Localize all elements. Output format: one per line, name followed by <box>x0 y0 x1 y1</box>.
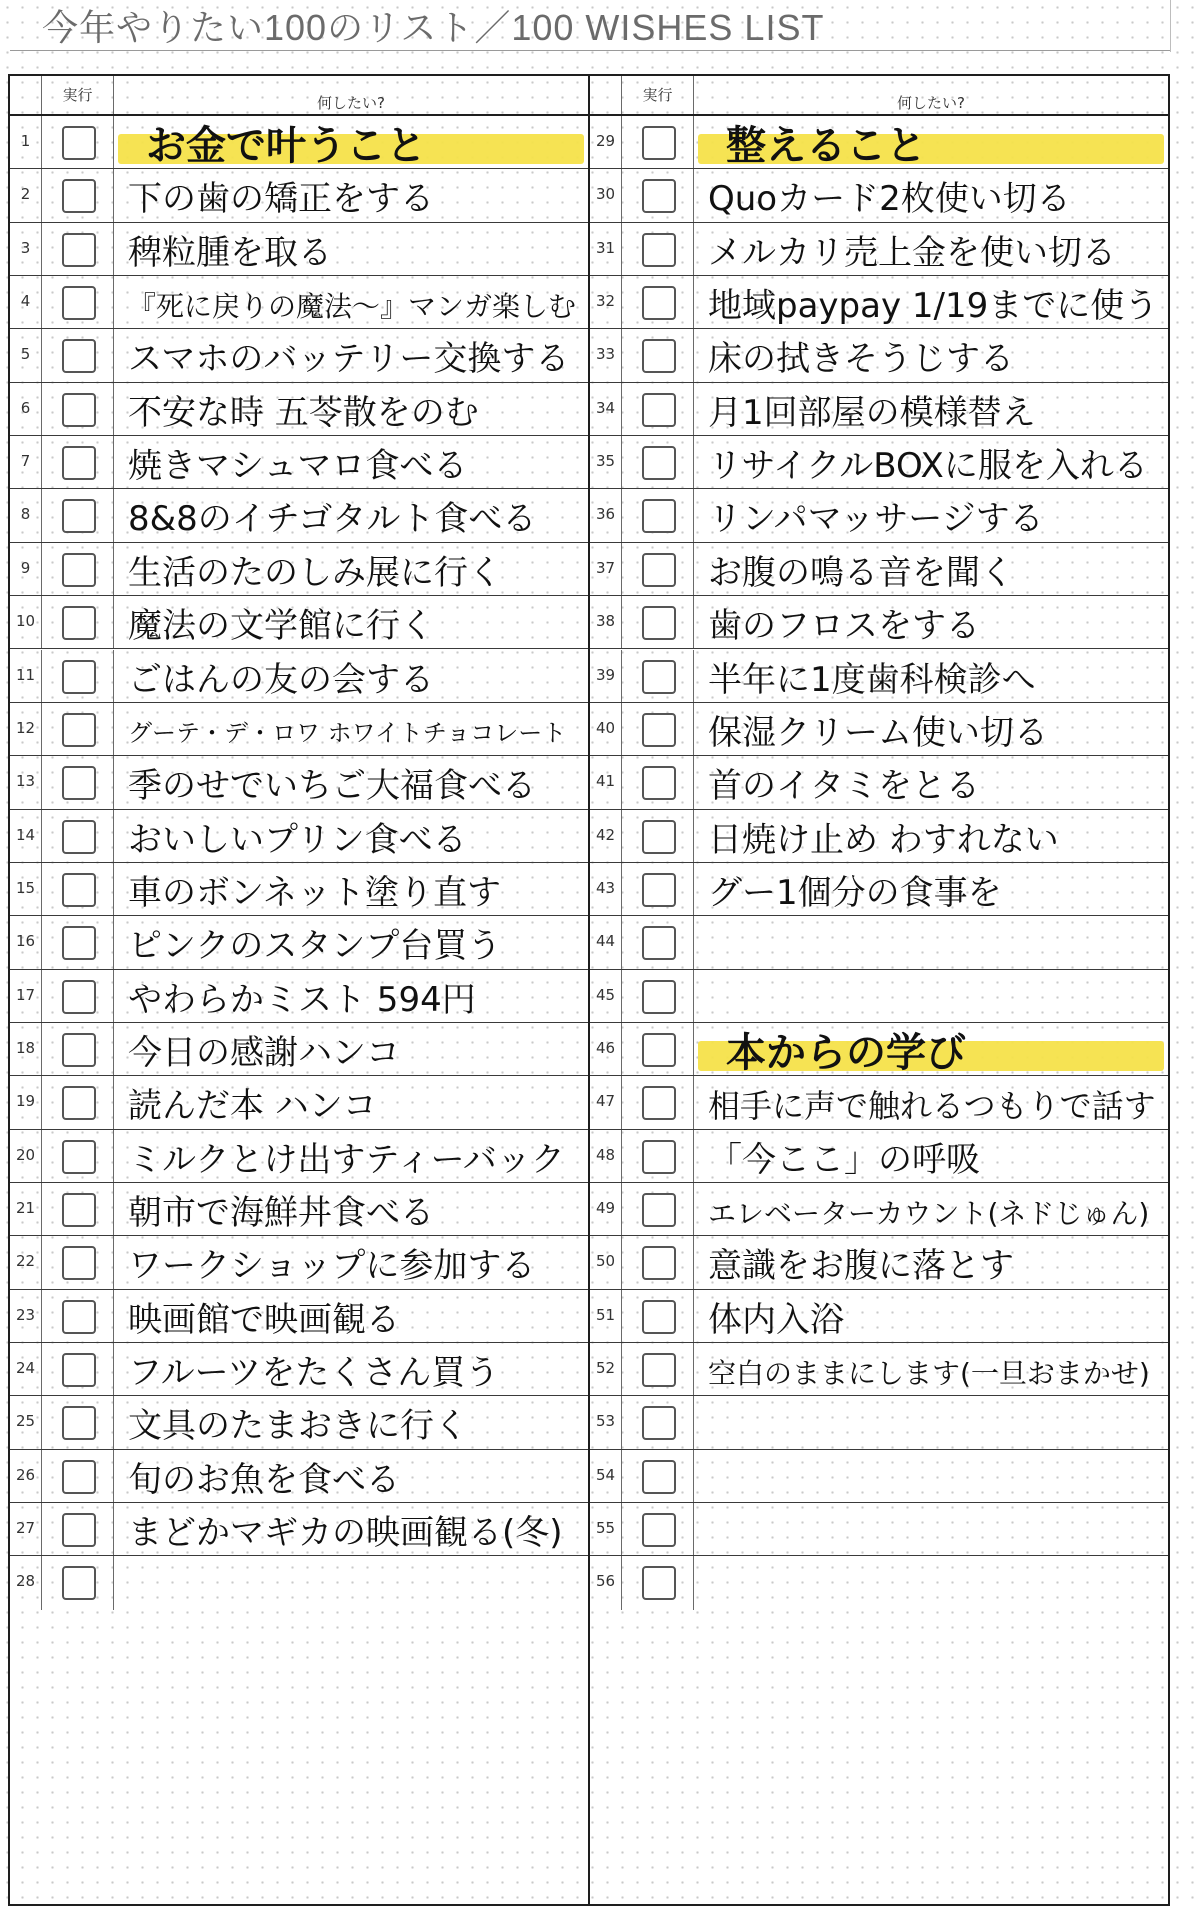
list-item <box>10 436 588 489</box>
done-cell <box>42 1290 114 1342</box>
list-item <box>10 276 588 329</box>
list-item <box>590 1130 1168 1183</box>
wish-text: グー1個分の食事を <box>708 872 1002 913</box>
wish-text: リサイクルBOXに服を入れる <box>708 446 1148 487</box>
done-cell <box>622 916 694 968</box>
done-cell <box>622 329 694 381</box>
list-item <box>590 276 1168 329</box>
category-heading: 整えること <box>726 123 926 169</box>
done-checkbox[interactable] <box>62 446 96 480</box>
done-checkbox[interactable] <box>62 1140 96 1174</box>
done-cell <box>622 436 694 488</box>
item-number: 48 <box>590 1130 622 1182</box>
list-item <box>590 1236 1168 1289</box>
list-item <box>10 863 588 916</box>
category-row <box>590 1023 1168 1076</box>
list-item <box>10 223 588 276</box>
wish-list-table <box>8 74 1170 1906</box>
item-number: 26 <box>10 1450 42 1502</box>
done-checkbox[interactable] <box>62 1460 96 1494</box>
done-cell <box>622 223 694 275</box>
done-cell <box>42 1450 114 1502</box>
done-cell <box>622 863 694 915</box>
list-item <box>590 596 1168 649</box>
wish-text <box>708 970 1162 1022</box>
done-cell <box>622 169 694 221</box>
done-cell <box>622 116 694 168</box>
done-cell <box>42 1130 114 1182</box>
done-checkbox[interactable] <box>642 1086 676 1120</box>
done-cell <box>622 756 694 808</box>
done-checkbox[interactable] <box>62 1513 96 1547</box>
done-cell <box>42 329 114 381</box>
wish-text: 朝市で海鮮丼食べる <box>128 1193 434 1233</box>
done-cell <box>42 1556 114 1609</box>
wish-text: 車のボンネット塗り直す <box>128 872 501 913</box>
item-number: 22 <box>10 1236 42 1288</box>
left-column-header <box>10 76 588 116</box>
done-checkbox[interactable] <box>62 1033 96 1067</box>
item-number: 35 <box>590 436 622 488</box>
margin-rule <box>1170 0 1171 52</box>
done-cell <box>622 810 694 862</box>
item-number: 51 <box>590 1290 622 1342</box>
done-cell <box>622 1503 694 1555</box>
wish-text: 下の歯の矯正をする <box>128 179 434 220</box>
item-number: 28 <box>10 1556 42 1609</box>
item-number: 31 <box>590 223 622 275</box>
wish-text: 半年に1度歯科検診へ <box>708 659 1036 700</box>
list-item <box>590 329 1168 382</box>
done-checkbox[interactable] <box>642 1353 676 1387</box>
done-checkbox[interactable] <box>642 393 676 427</box>
number-header <box>590 76 622 114</box>
wish-text: 不安な時 五苓散をのむ <box>128 392 479 433</box>
done-cell <box>42 489 114 541</box>
done-cell <box>42 916 114 968</box>
wish-text: 今日の感謝ハンコ <box>128 1032 400 1073</box>
done-cell <box>42 703 114 755</box>
item-number: 3 <box>10 223 42 275</box>
item-number: 27 <box>10 1503 42 1555</box>
item-number: 46 <box>590 1023 622 1075</box>
wish-text: 保湿クリーム使い切る <box>708 712 1048 753</box>
done-checkbox[interactable] <box>642 1460 676 1494</box>
list-item <box>590 1183 1168 1236</box>
wish-text: 8&8のイチゴタルト食べる <box>128 499 537 540</box>
done-cell <box>622 1556 694 1609</box>
list-item <box>10 1183 588 1236</box>
wish-text <box>708 916 1162 968</box>
item-number: 43 <box>590 863 622 915</box>
done-checkbox[interactable] <box>642 553 676 587</box>
wish-text: やわらかミスト 594円 <box>128 979 476 1020</box>
done-cell <box>42 1396 114 1448</box>
wish-text: ピンクのスタンプ台買う <box>128 926 502 967</box>
list-item <box>590 1503 1168 1556</box>
list-item <box>590 383 1168 436</box>
done-checkbox[interactable] <box>642 873 676 907</box>
list-item <box>590 169 1168 222</box>
wish-text: ごはんの友の会する <box>128 659 434 700</box>
done-cell <box>622 596 694 648</box>
wish-text: 地域paypay 1/19までに使う <box>708 286 1159 327</box>
item-number: 17 <box>10 970 42 1022</box>
wish-text: 映画館で映画観る <box>128 1299 400 1340</box>
done-checkbox[interactable] <box>62 1193 96 1227</box>
done-cell <box>622 383 694 435</box>
done-checkbox[interactable] <box>62 179 96 213</box>
item-number: 1 <box>10 116 42 168</box>
done-checkbox[interactable] <box>62 1300 96 1334</box>
wish-text <box>128 1556 582 1609</box>
wish-text <box>708 1450 1162 1502</box>
list-item <box>10 810 588 863</box>
wish-text: 『死に戻りの魔法〜』マンガ楽しむ <box>128 290 577 324</box>
item-number: 55 <box>590 1503 622 1555</box>
done-cell <box>622 1130 694 1182</box>
done-checkbox[interactable] <box>62 339 96 373</box>
done-checkbox[interactable] <box>642 1140 676 1174</box>
done-checkbox[interactable] <box>62 286 96 320</box>
item-number: 6 <box>10 383 42 435</box>
done-checkbox[interactable] <box>642 1566 676 1600</box>
done-checkbox[interactable] <box>642 606 676 640</box>
item-number: 56 <box>590 1556 622 1609</box>
done-checkbox[interactable] <box>62 1406 96 1440</box>
done-checkbox[interactable] <box>642 1406 676 1440</box>
list-item <box>590 1396 1168 1449</box>
done-checkbox[interactable] <box>62 980 96 1014</box>
done-checkbox[interactable] <box>62 606 96 640</box>
done-cell <box>42 1503 114 1555</box>
list-item <box>590 223 1168 276</box>
wish-text: 意識をお腹に落とす <box>708 1246 1014 1287</box>
list-item <box>10 1396 588 1449</box>
list-item <box>590 863 1168 916</box>
wish-text: 首のイタミをとる <box>708 766 980 807</box>
done-checkbox[interactable] <box>62 126 96 160</box>
item-number: 54 <box>590 1450 622 1502</box>
done-cell <box>622 1023 694 1075</box>
done-checkbox[interactable] <box>642 446 676 480</box>
item-number: 30 <box>590 169 622 221</box>
list-item <box>10 383 588 436</box>
list-item <box>10 703 588 756</box>
list-item <box>590 916 1168 969</box>
list-item <box>10 1450 588 1503</box>
page-title: 今年やりたい100のリスト／100 WISHES LIST <box>42 7 825 48</box>
done-checkbox[interactable] <box>62 713 96 747</box>
list-item <box>10 1130 588 1183</box>
item-number: 49 <box>590 1183 622 1235</box>
done-cell <box>622 1236 694 1288</box>
wish-text: エレベーターカウント(ネドじゅん) <box>708 1197 1150 1230</box>
done-checkbox[interactable] <box>62 873 96 907</box>
wish-text: リンパマッサージする <box>708 499 1044 540</box>
done-cell <box>42 1023 114 1075</box>
list-item <box>590 1450 1168 1503</box>
item-number: 40 <box>590 703 622 755</box>
wish-text: 生活のたのしみ展に行く <box>128 552 502 593</box>
list-item <box>590 810 1168 863</box>
item-number: 19 <box>10 1076 42 1128</box>
done-checkbox[interactable] <box>62 1353 96 1387</box>
done-checkbox[interactable] <box>62 1086 96 1120</box>
list-item <box>590 1343 1168 1396</box>
list-item <box>10 596 588 649</box>
item-number: 11 <box>10 650 42 702</box>
done-cell <box>622 1183 694 1235</box>
done-checkbox[interactable] <box>62 1246 96 1280</box>
wish-text: 相手に声で触れるつもりで話す <box>708 1087 1156 1126</box>
done-cell <box>42 970 114 1022</box>
item-number: 7 <box>10 436 42 488</box>
wish-text: 稗粒腫を取る <box>128 232 332 273</box>
item-number: 24 <box>10 1343 42 1395</box>
done-checkbox[interactable] <box>642 1193 676 1227</box>
item-number: 23 <box>10 1290 42 1342</box>
done-cell <box>622 970 694 1022</box>
done-checkbox[interactable] <box>642 1246 676 1280</box>
done-cell <box>42 1343 114 1395</box>
wish-text <box>708 1396 1162 1448</box>
done-cell <box>42 810 114 862</box>
item-number: 16 <box>10 916 42 968</box>
done-cell <box>42 223 114 275</box>
done-checkbox[interactable] <box>642 926 676 960</box>
list-item <box>590 1076 1168 1129</box>
item-number: 39 <box>590 650 622 702</box>
done-checkbox[interactable] <box>62 393 96 427</box>
wish-text: ワークショップに参加する <box>128 1246 536 1287</box>
done-checkbox[interactable] <box>642 766 676 800</box>
list-item <box>590 756 1168 809</box>
wish-text: 文具のたまおきに行く <box>128 1406 468 1447</box>
list-item <box>10 1236 588 1289</box>
item-number: 5 <box>10 329 42 381</box>
item-number: 4 <box>10 276 42 328</box>
wish-text: 読んだ本 ハンコ <box>128 1086 377 1127</box>
done-cell <box>42 543 114 595</box>
list-item <box>10 1023 588 1076</box>
item-number: 2 <box>10 169 42 221</box>
done-checkbox[interactable] <box>642 660 676 694</box>
done-checkbox[interactable] <box>642 179 676 213</box>
done-cell <box>42 436 114 488</box>
list-item <box>10 756 588 809</box>
item-number: 41 <box>590 756 622 808</box>
list-item <box>590 1290 1168 1343</box>
item-number: 9 <box>10 543 42 595</box>
item-number: 47 <box>590 1076 622 1128</box>
list-item <box>10 489 588 542</box>
wish-text: 体内入浴 <box>708 1299 844 1340</box>
wish-text: おいしいプリン食べる <box>128 819 467 860</box>
wish-text: まどかマギカの映画観る(冬) <box>128 1513 563 1554</box>
done-checkbox[interactable] <box>642 286 676 320</box>
done-cell <box>622 1290 694 1342</box>
item-number: 34 <box>590 383 622 435</box>
number-header <box>10 76 42 114</box>
item-number: 14 <box>10 810 42 862</box>
done-header: 実行 <box>622 76 694 114</box>
done-checkbox[interactable] <box>642 499 676 533</box>
done-cell <box>42 756 114 808</box>
item-number: 13 <box>10 756 42 808</box>
list-item <box>10 1290 588 1343</box>
wish-text: お腹の鳴る音を聞く <box>708 552 1014 593</box>
item-number: 44 <box>590 916 622 968</box>
list-item <box>10 650 588 703</box>
done-checkbox[interactable] <box>62 926 96 960</box>
done-header: 実行 <box>42 76 114 114</box>
list-item <box>10 970 588 1023</box>
list-item <box>10 1076 588 1129</box>
list-item <box>10 1503 588 1556</box>
right-column-header <box>590 76 1168 116</box>
item-number: 15 <box>10 863 42 915</box>
wish-text: 魔法の文学館に行く <box>128 606 434 647</box>
done-cell <box>42 650 114 702</box>
done-cell <box>622 1450 694 1502</box>
done-checkbox[interactable] <box>62 766 96 800</box>
right-column <box>588 76 1168 1904</box>
item-number: 36 <box>590 489 622 541</box>
item-number: 45 <box>590 970 622 1022</box>
done-checkbox[interactable] <box>62 660 96 694</box>
done-checkbox[interactable] <box>62 553 96 587</box>
done-cell <box>42 383 114 435</box>
done-cell <box>622 276 694 328</box>
done-cell <box>622 1076 694 1128</box>
done-checkbox[interactable] <box>642 1300 676 1334</box>
done-checkbox[interactable] <box>642 713 676 747</box>
wish-text: スマホのバッテリー交換する <box>128 339 570 380</box>
item-number: 42 <box>590 810 622 862</box>
done-cell <box>622 1343 694 1395</box>
wish-text: フルーツをたくさん買う <box>128 1353 500 1394</box>
wish-text: グーテ・デ・ロワ ホワイトチョコレート <box>128 718 567 747</box>
what-header: 何したい? <box>317 94 385 112</box>
title-rule <box>10 50 1170 51</box>
wish-text: 季のせでいちご大福食べる <box>128 766 536 807</box>
done-cell <box>622 703 694 755</box>
done-cell <box>42 863 114 915</box>
done-checkbox[interactable] <box>642 126 676 160</box>
item-number: 20 <box>10 1130 42 1182</box>
wish-text: 床の拭きそうじする <box>708 339 1014 380</box>
done-checkbox[interactable] <box>642 820 676 854</box>
list-item <box>590 489 1168 542</box>
list-item <box>10 1343 588 1396</box>
done-cell <box>42 596 114 648</box>
wish-text: 日焼け止め わすれない <box>708 819 1059 860</box>
done-cell <box>622 489 694 541</box>
wish-text: 月1回部屋の模様替え <box>708 392 1036 433</box>
list-item <box>10 543 588 596</box>
list-item <box>590 650 1168 703</box>
done-cell <box>42 116 114 168</box>
done-checkbox[interactable] <box>62 1566 96 1600</box>
item-number: 33 <box>590 329 622 381</box>
done-cell <box>42 1076 114 1128</box>
wish-text: 空白のままにします(一旦おまかせ) <box>708 1357 1150 1391</box>
done-checkbox[interactable] <box>642 1033 676 1067</box>
done-checkbox[interactable] <box>642 339 676 373</box>
done-cell <box>42 1183 114 1235</box>
wish-text: 旬のお魚を食べる <box>128 1459 400 1500</box>
list-item <box>590 1556 1168 1609</box>
item-number: 52 <box>590 1343 622 1395</box>
item-number: 50 <box>590 1236 622 1288</box>
item-number: 8 <box>10 489 42 541</box>
wish-text <box>708 1556 1162 1609</box>
done-cell <box>42 1236 114 1288</box>
done-checkbox[interactable] <box>642 980 676 1014</box>
item-number: 10 <box>10 596 42 648</box>
done-checkbox[interactable] <box>62 820 96 854</box>
list-item <box>10 1556 588 1609</box>
wish-text: ミルクとけ出すティーバック <box>128 1139 565 1180</box>
wish-text: Quoカード2枚使い切る <box>708 179 1071 220</box>
item-number: 21 <box>10 1183 42 1235</box>
done-checkbox[interactable] <box>642 1513 676 1547</box>
done-checkbox[interactable] <box>62 233 96 267</box>
category-row <box>590 116 1168 169</box>
done-cell <box>622 650 694 702</box>
list-item <box>590 970 1168 1023</box>
category-heading: お金で叶うこと <box>146 123 426 169</box>
item-number: 53 <box>590 1396 622 1448</box>
item-number: 37 <box>590 543 622 595</box>
done-checkbox[interactable] <box>62 499 96 533</box>
done-cell <box>42 169 114 221</box>
item-number: 12 <box>10 703 42 755</box>
done-cell <box>622 543 694 595</box>
left-column <box>10 76 588 1904</box>
list-item <box>590 703 1168 756</box>
list-item <box>590 543 1168 596</box>
wish-text: 焼きマシュマロ食べる <box>128 446 468 487</box>
list-item <box>10 916 588 969</box>
list-item <box>10 169 588 222</box>
item-number: 18 <box>10 1023 42 1075</box>
wish-text: 歯のフロスをする <box>708 606 980 647</box>
wish-text <box>708 1503 1162 1555</box>
wish-text: 「今ここ」の呼吸 <box>708 1139 980 1180</box>
item-number: 38 <box>590 596 622 648</box>
item-number: 25 <box>10 1396 42 1448</box>
list-item <box>590 436 1168 489</box>
done-checkbox[interactable] <box>642 233 676 267</box>
list-item <box>10 329 588 382</box>
what-header: 何したい? <box>897 94 965 112</box>
wish-text: メルカリ売上金を使い切る <box>708 232 1116 273</box>
item-number: 32 <box>590 276 622 328</box>
category-heading: 本からの学び <box>726 1029 966 1076</box>
category-row <box>10 116 588 169</box>
item-number: 29 <box>590 116 622 168</box>
done-cell <box>622 1396 694 1448</box>
done-cell <box>42 276 114 328</box>
